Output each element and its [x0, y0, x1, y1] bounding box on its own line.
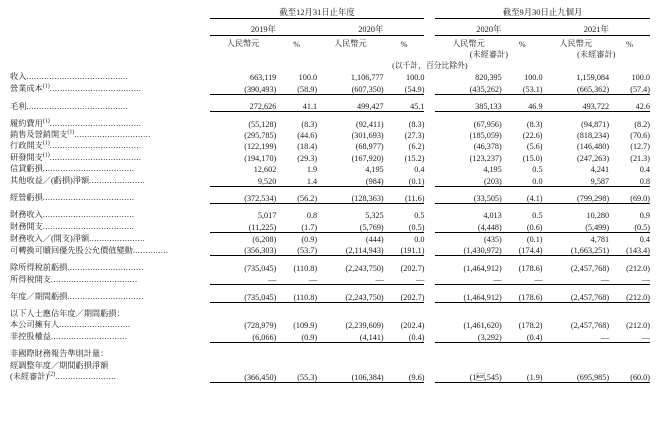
- header-year-2020-annual: 2020年: [317, 23, 424, 36]
- percent-cell: (22.6): [522, 130, 543, 140]
- table-row: [10, 174, 650, 186]
- value-cell: (146,480): [577, 142, 610, 152]
- percent-cell: [384, 359, 425, 370]
- row-label: 行政開支$^{(1)}$....................................: [10, 140, 142, 151]
- percent-cell: (202.7): [384, 290, 425, 302]
- percent-cell: (191.1): [384, 244, 425, 256]
- percent-cell: —: [384, 273, 425, 285]
- value-cell: (167,920): [351, 153, 384, 163]
- value-cell: 499,427: [317, 100, 384, 112]
- percent-cell: 0.4: [639, 165, 650, 175]
- value-cell: (2,457,768): [543, 290, 610, 302]
- percent-cell: [609, 308, 650, 319]
- value-cell: (1,545): [435, 371, 502, 383]
- column-gap: [424, 192, 435, 204]
- value-cell: (5,769): [317, 220, 384, 232]
- row-label: 履約費用$^{(1)}$....................................: [10, 117, 142, 128]
- percent-cell: [276, 359, 317, 370]
- value-cell: (11,225): [210, 220, 277, 232]
- header-currency-row: [10, 38, 650, 49]
- percent-cell: 1.9: [306, 165, 318, 175]
- percent-cell: (212.0): [609, 290, 650, 302]
- row-label: 本公司擁有人............................: [10, 320, 131, 330]
- row-label: 財務收入....................................: [10, 210, 135, 220]
- header-year-row: [10, 23, 650, 36]
- percent-cell: 0.4: [639, 235, 650, 245]
- table-row: [10, 290, 650, 302]
- header-unaudited-1: (未經審計): [469, 50, 508, 59]
- percent-cell: 0.8: [609, 174, 650, 186]
- table-row: [10, 220, 650, 232]
- value-cell: (67,956): [473, 119, 502, 129]
- percent-cell: [502, 359, 543, 370]
- value-cell: (435,262): [435, 82, 502, 94]
- value-cell: (6,066): [210, 330, 277, 342]
- table-row: [10, 308, 650, 319]
- percent-cell: (55.3): [276, 371, 317, 383]
- value-cell: 663,119: [249, 73, 277, 83]
- header-group-row: [10, 6, 650, 19]
- percent-cell: (0.6): [502, 220, 543, 232]
- value-cell: —: [210, 273, 277, 285]
- percent-cell: (174.4): [502, 244, 543, 256]
- percent-cell: (8.3): [526, 119, 543, 129]
- percent-cell: (0.5): [609, 220, 650, 232]
- column-gap: [424, 319, 435, 330]
- percent-cell: (0.5): [384, 220, 425, 232]
- value-cell: (1,464,912): [435, 290, 502, 302]
- column-gap: [424, 129, 435, 140]
- row-label: 研發開支$^{(1)}$....................................: [10, 152, 142, 162]
- percent-cell: 0.0: [502, 174, 543, 186]
- percent-cell: (60.0): [609, 371, 650, 383]
- value-cell: [317, 359, 384, 370]
- financial-statement-page: [0, 6, 660, 427]
- row-label: 其他收益／(虧損)淨額......................: [10, 176, 146, 186]
- percent-cell: (0.1): [384, 174, 425, 186]
- value-cell: 385,133: [435, 100, 502, 112]
- value-cell: (2,243,750): [345, 263, 384, 273]
- value-cell: 9,520: [210, 174, 277, 186]
- table-row: [10, 319, 650, 330]
- percent-cell: [276, 348, 317, 359]
- value-cell: [210, 359, 277, 370]
- percent-cell: (110.8): [293, 263, 318, 273]
- value-cell: (356,303): [210, 244, 277, 256]
- column-gap: [424, 308, 435, 319]
- table-row: [10, 359, 650, 370]
- value-cell: (2,243,750): [317, 290, 384, 302]
- percent-cell: [276, 308, 317, 319]
- column-gap: [424, 261, 435, 272]
- value-cell: (695,985): [543, 371, 610, 383]
- value-cell: (33,505): [435, 192, 502, 204]
- percent-cell: (1.7): [276, 220, 317, 232]
- value-cell: —: [543, 273, 610, 285]
- value-cell: (984): [317, 174, 384, 186]
- header-unit-row: [10, 60, 650, 71]
- percent-cell: (6.2): [408, 142, 425, 152]
- percent-cell: (0.9): [301, 235, 318, 245]
- percent-cell: (44.6): [297, 130, 318, 140]
- table-row: [10, 273, 650, 285]
- percent-cell: (56.2): [276, 192, 317, 204]
- row-label: 收入........................................: [10, 72, 129, 82]
- table-row: [10, 348, 650, 359]
- value-cell: [435, 359, 502, 370]
- table-row: [10, 371, 650, 383]
- table-row: [10, 192, 650, 204]
- value-cell: (607,350): [317, 82, 384, 94]
- value-cell: 4,781: [590, 235, 610, 245]
- percent-cell: [384, 348, 425, 359]
- column-gap: [424, 100, 435, 112]
- percent-cell: (0.1): [526, 235, 543, 245]
- percent-cell: 46.9: [502, 100, 543, 112]
- value-cell: 820,395: [475, 73, 502, 83]
- percent-cell: (1.9): [502, 371, 543, 383]
- percent-cell: 0.5: [532, 211, 543, 221]
- value-cell: 272,626: [210, 100, 277, 112]
- table-row: [10, 117, 650, 128]
- percent-cell: [502, 308, 543, 319]
- percent-cell: (21.3): [630, 153, 650, 163]
- value-cell: (735,045): [210, 290, 277, 302]
- value-cell: (55,128): [248, 119, 277, 129]
- value-cell: 1,159,084: [576, 73, 610, 83]
- percent-cell: (27.3): [404, 130, 425, 140]
- value-cell: (444): [365, 235, 384, 245]
- column-gap: [424, 163, 435, 174]
- table-row: [10, 129, 650, 140]
- column-gap: [424, 117, 435, 128]
- percent-cell: [609, 359, 650, 370]
- value-cell: (799,298): [543, 192, 610, 204]
- percent-cell: (15.2): [404, 153, 425, 163]
- table-body: [10, 71, 650, 382]
- header-year-2021-nine: 2021年: [543, 23, 650, 36]
- value-cell: [543, 359, 610, 370]
- percent-cell: (58.9): [276, 82, 317, 94]
- value-cell: (247,263): [577, 153, 610, 163]
- percent-cell: —: [609, 273, 650, 285]
- column-gap: [424, 140, 435, 151]
- value-cell: (435): [484, 235, 502, 245]
- value-cell: (366,450): [210, 371, 277, 383]
- column-gap: [424, 244, 435, 256]
- value-cell: (46,378): [473, 142, 502, 152]
- row-label: (未經審計)$^{(2)}$........................: [10, 371, 117, 382]
- column-gap: [424, 174, 435, 186]
- value-cell: —: [317, 273, 384, 285]
- percent-cell: (9.6): [384, 371, 425, 383]
- header-currency-2: 人民幣元: [333, 39, 367, 48]
- value-cell: [543, 308, 610, 319]
- value-cell: (185,059): [469, 130, 502, 140]
- table-row: [10, 82, 650, 94]
- header-currency-4: 人民幣元: [559, 39, 593, 48]
- percent-cell: 0.5: [414, 211, 425, 221]
- row-label: 以下人士應佔年度／期間虧損：: [10, 309, 125, 319]
- header-unit-note: (以千計，百分比除外): [392, 61, 468, 70]
- percent-cell: 0.0: [414, 235, 425, 245]
- value-cell: 4,013: [483, 211, 502, 221]
- row-label: 年度／期間虧損..............................: [10, 292, 144, 302]
- column-gap: [424, 371, 435, 383]
- value-cell: (2,114,943): [317, 244, 384, 256]
- table-row: [10, 244, 650, 256]
- percent-cell: (143.4): [609, 244, 650, 256]
- value-cell: (203): [435, 174, 502, 186]
- value-cell: (728,979): [244, 321, 277, 331]
- header-unaudited-2: (未經審計): [577, 50, 616, 59]
- value-cell: (194,170): [244, 153, 277, 163]
- value-cell: (1,464,912): [463, 263, 502, 273]
- value-cell: 4,195: [483, 165, 502, 175]
- row-label: 經營虧損....................................: [10, 193, 135, 203]
- column-gap: [424, 220, 435, 232]
- value-cell: (106,384): [317, 371, 384, 383]
- value-cell: —: [543, 330, 610, 342]
- value-cell: (123,237): [469, 153, 502, 163]
- percent-cell: —: [276, 273, 317, 285]
- percent-cell: [384, 308, 425, 319]
- value-cell: (372,534): [210, 192, 277, 204]
- header-audit-row: [10, 49, 650, 60]
- value-cell: [435, 348, 502, 359]
- column-gap: [424, 71, 435, 82]
- percent-cell: 45.1: [384, 100, 425, 112]
- percent-cell: (8.3): [408, 119, 425, 129]
- row-label: 營業成本$^{(1)}$....................................: [10, 83, 142, 94]
- value-cell: (122,199): [244, 142, 277, 152]
- row-label: 可轉換可贖回優先股公允價值變動..............: [10, 245, 169, 255]
- value-cell: (735,045): [244, 263, 277, 273]
- value-cell: (6,208): [252, 235, 277, 245]
- value-cell: (3,292): [435, 330, 502, 342]
- value-cell: [317, 348, 384, 359]
- column-gap: [424, 348, 435, 359]
- percent-cell: 1.4: [276, 174, 317, 186]
- column-gap: [424, 232, 435, 244]
- percent-cell: (110.8): [276, 290, 317, 302]
- header-percent-1: %: [293, 40, 301, 49]
- row-label: 銷售及營銷開支$^{(1)}$..............................: [10, 129, 151, 139]
- percent-cell: 0.9: [639, 211, 650, 221]
- value-cell: (301,693): [351, 130, 384, 140]
- row-label: 信貸虧損....................................: [10, 164, 135, 174]
- column-gap: [424, 151, 435, 162]
- percent-cell: 0.4: [414, 165, 425, 175]
- column-gap: [424, 330, 435, 342]
- percent-cell: (0.9): [276, 330, 317, 342]
- value-cell: (1,430,972): [435, 244, 502, 256]
- value-cell: (295,785): [244, 130, 277, 140]
- percent-cell: (8.3): [301, 119, 318, 129]
- percent-cell: (70.6): [630, 130, 650, 140]
- value-cell: (665,362): [543, 82, 610, 94]
- header-percent-4: %: [626, 40, 633, 49]
- value-cell: (4,141): [317, 330, 384, 342]
- percent-cell: [609, 348, 650, 359]
- percent-cell: (53.7): [276, 244, 317, 256]
- value-cell: (5,499): [543, 220, 610, 232]
- percent-cell: (178.6): [518, 263, 543, 273]
- percent-cell: 100.0: [406, 73, 425, 83]
- percent-cell: —: [609, 330, 650, 342]
- value-cell: 10,280: [586, 211, 610, 221]
- column-gap: [424, 82, 435, 94]
- header-currency-3: 人民幣元: [452, 39, 485, 48]
- value-cell: (818,234): [577, 130, 610, 140]
- row-label: 非控股權益..............................: [10, 332, 128, 342]
- value-cell: [210, 348, 277, 359]
- percent-cell: (15.0): [522, 153, 543, 163]
- value-cell: 12,602: [253, 165, 277, 175]
- value-cell: (1,461,620): [463, 321, 502, 331]
- percent-cell: 0.8: [306, 211, 318, 221]
- table-row: [10, 261, 650, 272]
- value-cell: (1,663,251): [543, 244, 610, 256]
- percent-cell: (202.7): [400, 263, 425, 273]
- value-cell: [543, 348, 610, 359]
- header-group-annual: 截至12月31日止年度: [210, 6, 425, 19]
- row-label: 財務收入／(開支)淨額......................: [10, 234, 146, 244]
- percent-cell: [502, 348, 543, 359]
- row-label: 財務開支....................................: [10, 222, 135, 232]
- value-cell: [435, 308, 502, 319]
- value-cell: 1,106,777: [350, 73, 384, 83]
- percent-cell: (178.6): [502, 290, 543, 302]
- percent-cell: (0.4): [502, 330, 543, 342]
- row-label: 除所得稅前虧損..............................: [10, 262, 144, 272]
- percent-cell: 100.0: [631, 73, 650, 83]
- percent-cell: —: [502, 273, 543, 285]
- row-label: 非國際財務報告準則計量：: [10, 349, 109, 359]
- percent-cell: (212.0): [626, 263, 650, 273]
- table-row: [10, 232, 650, 244]
- header-group-ninemonth: 截至9月30日止九個月: [435, 6, 650, 19]
- header-percent-3: %: [518, 40, 526, 49]
- percent-cell: 100.0: [524, 73, 543, 83]
- percent-cell: (54.9): [384, 82, 425, 94]
- percent-cell: (57.4): [609, 82, 650, 94]
- row-label: 所得稅開支..................................: [10, 274, 138, 284]
- value-cell: [317, 308, 384, 319]
- table-row: [10, 163, 650, 174]
- value-cell: 493,722: [543, 100, 610, 112]
- percent-cell: (4.1): [502, 192, 543, 204]
- column-gap: [424, 209, 435, 220]
- header-currency-1: 人民幣元: [226, 39, 260, 48]
- percent-cell: (212.0): [626, 321, 650, 331]
- header-percent-2: %: [400, 40, 408, 49]
- table-row: [10, 71, 650, 82]
- value-cell: —: [435, 273, 502, 285]
- row-label: 毛利........................................: [10, 101, 129, 111]
- header-year-2019: 2019年: [210, 23, 317, 36]
- value-cell: (390,493): [210, 82, 277, 94]
- percent-cell: (8.2): [634, 119, 650, 129]
- value-cell: 5,325: [365, 211, 384, 221]
- header-year-2020-nine: 2020年: [435, 23, 542, 36]
- percent-cell: (11.6): [384, 192, 425, 204]
- percent-cell: (0.4): [384, 330, 425, 342]
- column-gap: [424, 290, 435, 302]
- percent-cell: (12.7): [630, 142, 650, 152]
- percent-cell: (69.0): [609, 192, 650, 204]
- value-cell: (2,239,609): [345, 321, 384, 331]
- percent-cell: (178.2): [518, 321, 543, 331]
- table-row: [10, 140, 650, 151]
- column-gap: [424, 359, 435, 370]
- value-cell: (2,457,768): [570, 263, 610, 273]
- value-cell: (2,457,768): [570, 321, 610, 331]
- value-cell: 4,195: [365, 165, 384, 175]
- percent-cell: (29.3): [297, 153, 318, 163]
- value-cell: 5,017: [257, 211, 277, 221]
- row-label: 經調整年度／期間虧損淨額: [10, 360, 109, 370]
- percent-cell: (53.1): [502, 82, 543, 94]
- column-gap: [424, 273, 435, 285]
- value-cell: (94,871): [581, 119, 610, 129]
- table-row: [10, 151, 650, 162]
- table-row: [10, 100, 650, 112]
- percent-cell: (109.9): [293, 321, 318, 331]
- percent-cell: (202.4): [400, 321, 425, 331]
- value-cell: (4,448): [435, 220, 502, 232]
- value-cell: 4,241: [590, 165, 610, 175]
- percent-cell: 42.6: [609, 100, 650, 112]
- percent-cell: 0.5: [532, 165, 543, 175]
- table-header: [10, 6, 650, 71]
- percent-cell: (18.4): [297, 142, 318, 152]
- percent-cell: 100.0: [298, 73, 318, 83]
- financial-table: [10, 6, 650, 383]
- percent-cell: 41.1: [276, 100, 317, 112]
- table-row: [10, 209, 650, 220]
- table-row: [10, 330, 650, 342]
- value-cell: 9,587: [543, 174, 610, 186]
- value-cell: (68,977): [355, 142, 384, 152]
- percent-cell: (5.6): [526, 142, 543, 152]
- value-cell: (128,363): [317, 192, 384, 204]
- value-cell: [210, 308, 277, 319]
- value-cell: (92,411): [355, 119, 384, 129]
